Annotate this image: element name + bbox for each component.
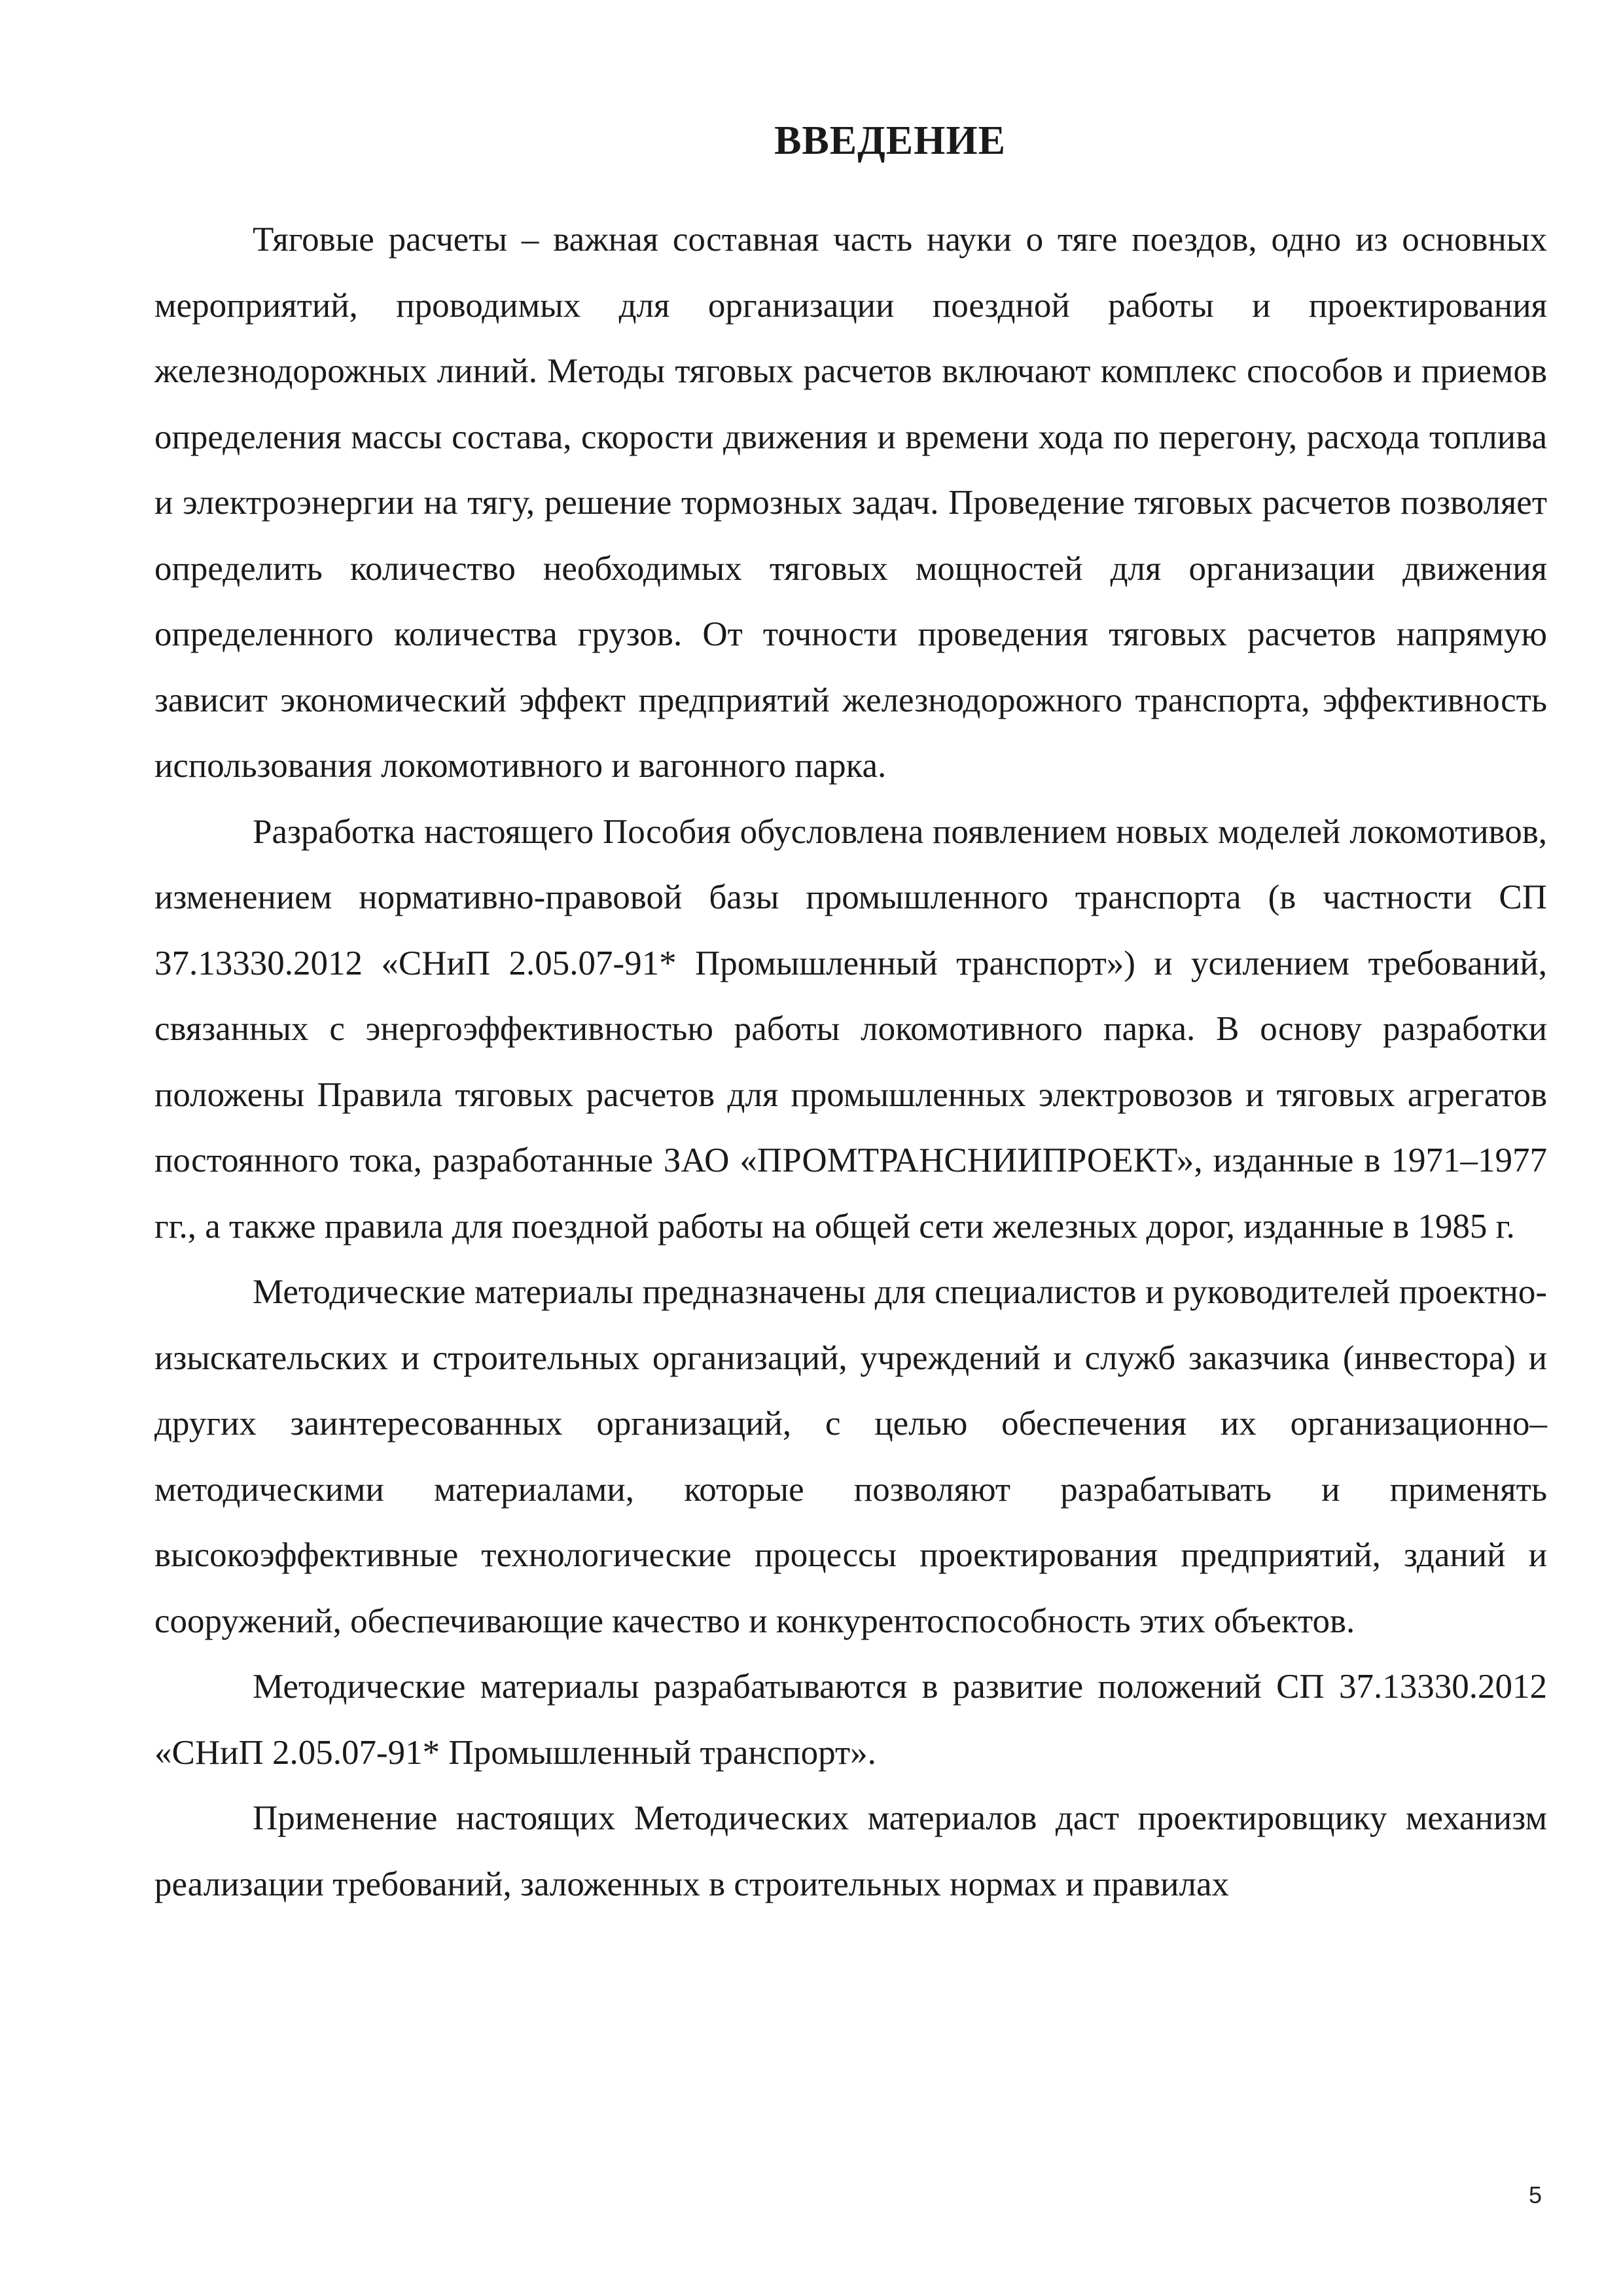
paragraph-application: Применение настоящих Методических материалов даст проектировщику механизм реализации требований, заложенных в строительных нормах и правилах <box>154 1799 1547 1903</box>
paragraph-manual-development: Разработка настоящего Пособия обусловлена появлением новых моделей локомотивов, изменением нормативно-правовой базы промышленного транспорта (в частности СП 37.13330.2012 «СНиП 2.05.07-91* Промышленный транспорт») и усилением требований, связанных с энергоэффективностью работы локомотивного парка. В основу разработки положены Правила тяговых расчетов для промышленных электровозов и тяговых агрегатов постоянного тока, разработанные ЗАО «ПРОМТРАНСНИИПРОЕКТ», изданные в 1971–1977 гг., а также правила для поездной работы на общей сети железных дорог, изданные в 1985 г. <box>154 812 1547 1246</box>
paragraph-traction-calculations: Тяговые расчеты – важная составная часть науки о тяге поездов, одно из основных мероприятий, проводимых для организации поездной работы и проектирования железнодорожных линий. Методы тяговых расчетов включают комплекс способов и приемов определения массы состава, скорости движения и времени хода по перегону, расхода топлива и электроэнергии на тягу, решение тормозных задач. Проведение тяговых расчетов позволяет определить количество необходимых тяговых мощностей для организации движения определенного количества грузов. От точности проведения тяговых расчетов напрямую зависит экономический эффект предприятий железнодорожного транспорта, эффективность использования локомотивного и вагонного парка. <box>154 221 1547 785</box>
paragraph-regulation-development: Методические материалы разрабатываются в развитие положений СП 37.13330.2012 «СНиП 2.05.07-91* Промышленный транспорт». <box>154 1668 1547 1772</box>
document-page <box>154 111 1547 1917</box>
paragraph-intended-audience: Методические материалы предназначены для специалистов и руководителей проектно-изыскательских и строительных организаций, учреждений и служб заказчика (инвестора) и других заинтересованных организаций, с целью обеспечения их организационно–методическими материалами, которые позволяют разрабатывать и применять высокоэффективные технологические процессы проектирования предприятий, зданий и сооружений, обеспечивающие качество и конкурентоспособность этих объектов. <box>154 1273 1547 1640</box>
page-number: 5 <box>1528 2181 1542 2208</box>
section-heading: ВВЕДЕНИЕ <box>774 118 1006 163</box>
